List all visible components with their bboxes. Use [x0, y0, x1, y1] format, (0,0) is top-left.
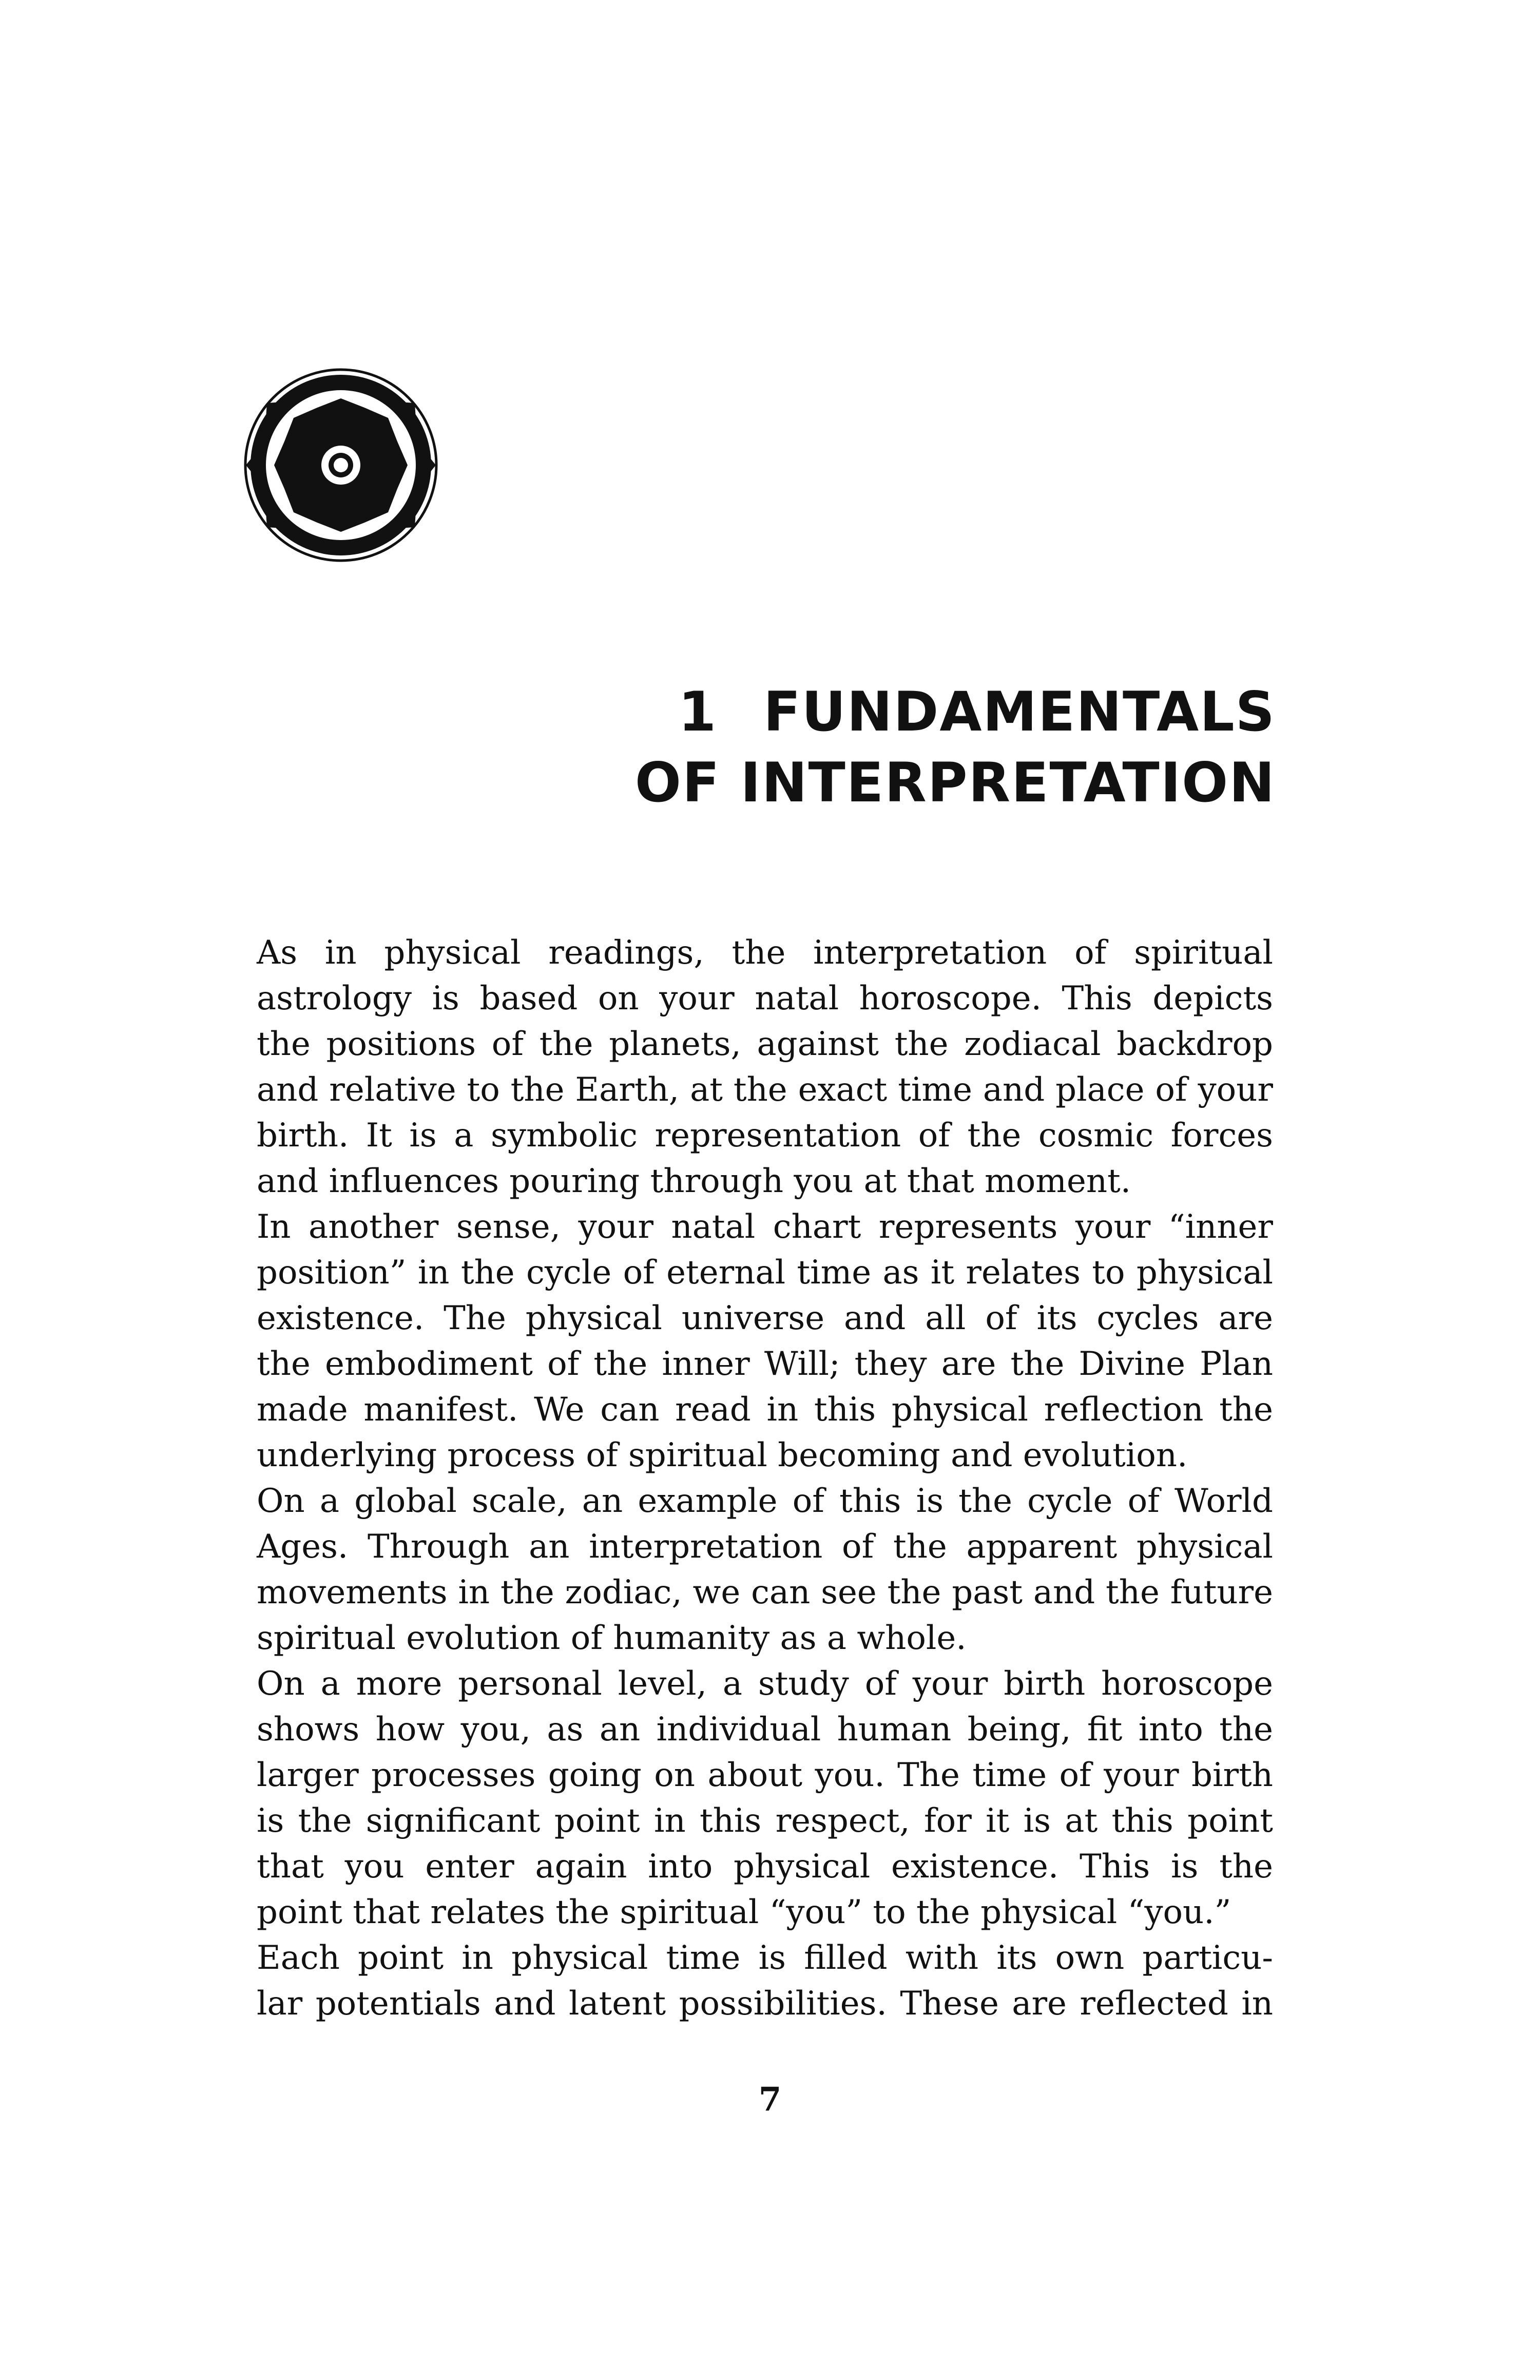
chapter-title-line-1: FUNDAMENTALS [763, 680, 1276, 743]
text-line: Ages. Through an interpretation of the apparent physical [257, 1528, 1273, 1566]
text-line: On a more personal level, a study of your birth horoscope [257, 1665, 1273, 1703]
text-line: the embodiment of the inner Will; they are the Divine Plan [257, 1345, 1273, 1383]
chapter-number: 1 [678, 680, 718, 743]
text-line: made manifest. We can read in this physical reflection the [257, 1391, 1273, 1429]
text-line: In another sense, your natal chart represents your “inner [257, 1208, 1273, 1246]
text-line: position” in the cycle of eternal time as it relates to physical [257, 1254, 1273, 1292]
text-line: point that relates the spiritual “you” to the physical “you.” [257, 1893, 1231, 1931]
text-line: As in physical readings, the interpretation of spiritual [257, 934, 1273, 972]
chapter-emblem-icon [243, 368, 438, 563]
text-line: existence. The physical universe and all of its cycles are [257, 1299, 1273, 1337]
chapter-heading [403, 677, 1276, 818]
text-line: is the significant point in this respect, for it is at this point [257, 1802, 1273, 1840]
page-number: 7 [758, 2080, 782, 2119]
text-line: astrology is based on your natal horoscope. This depicts [257, 980, 1273, 1018]
text-line: and relative to the Earth, at the exact time and place of your [257, 1071, 1273, 1109]
text-line: movements in the zodiac, we can see the past and the future [257, 1573, 1273, 1611]
chapter-heading-line-1 [403, 677, 1276, 747]
text-line: the positions of the planets, against the zodiacal backdrop [257, 1025, 1273, 1063]
text-line: Each point in physical time is filled with its own particu- [257, 1939, 1273, 1977]
text-line: underlying process of spiritual becoming and evolution. [257, 1436, 1188, 1474]
text-line: On a global scale, an example of this is the cycle of World [257, 1482, 1273, 1520]
text-line: birth. It is a symbolic representation of the cosmic forces [257, 1117, 1273, 1155]
text-line: spiritual evolution of humanity as a whole. [257, 1619, 967, 1657]
text-line: larger processes going on about you. The time of your birth [257, 1756, 1273, 1794]
text-line: shows how you, as an individual human being, fit into the [257, 1711, 1273, 1749]
text-line: and influences pouring through you at that moment. [257, 1162, 1131, 1200]
body-text [257, 930, 1273, 2027]
text-line: that you enter again into physical existence. This is the [257, 1848, 1273, 1886]
text-line: lar potentials and latent possibilities. These are reflected in [257, 1985, 1273, 2023]
chapter-title-line-2: OF INTERPRETATION [634, 751, 1276, 814]
